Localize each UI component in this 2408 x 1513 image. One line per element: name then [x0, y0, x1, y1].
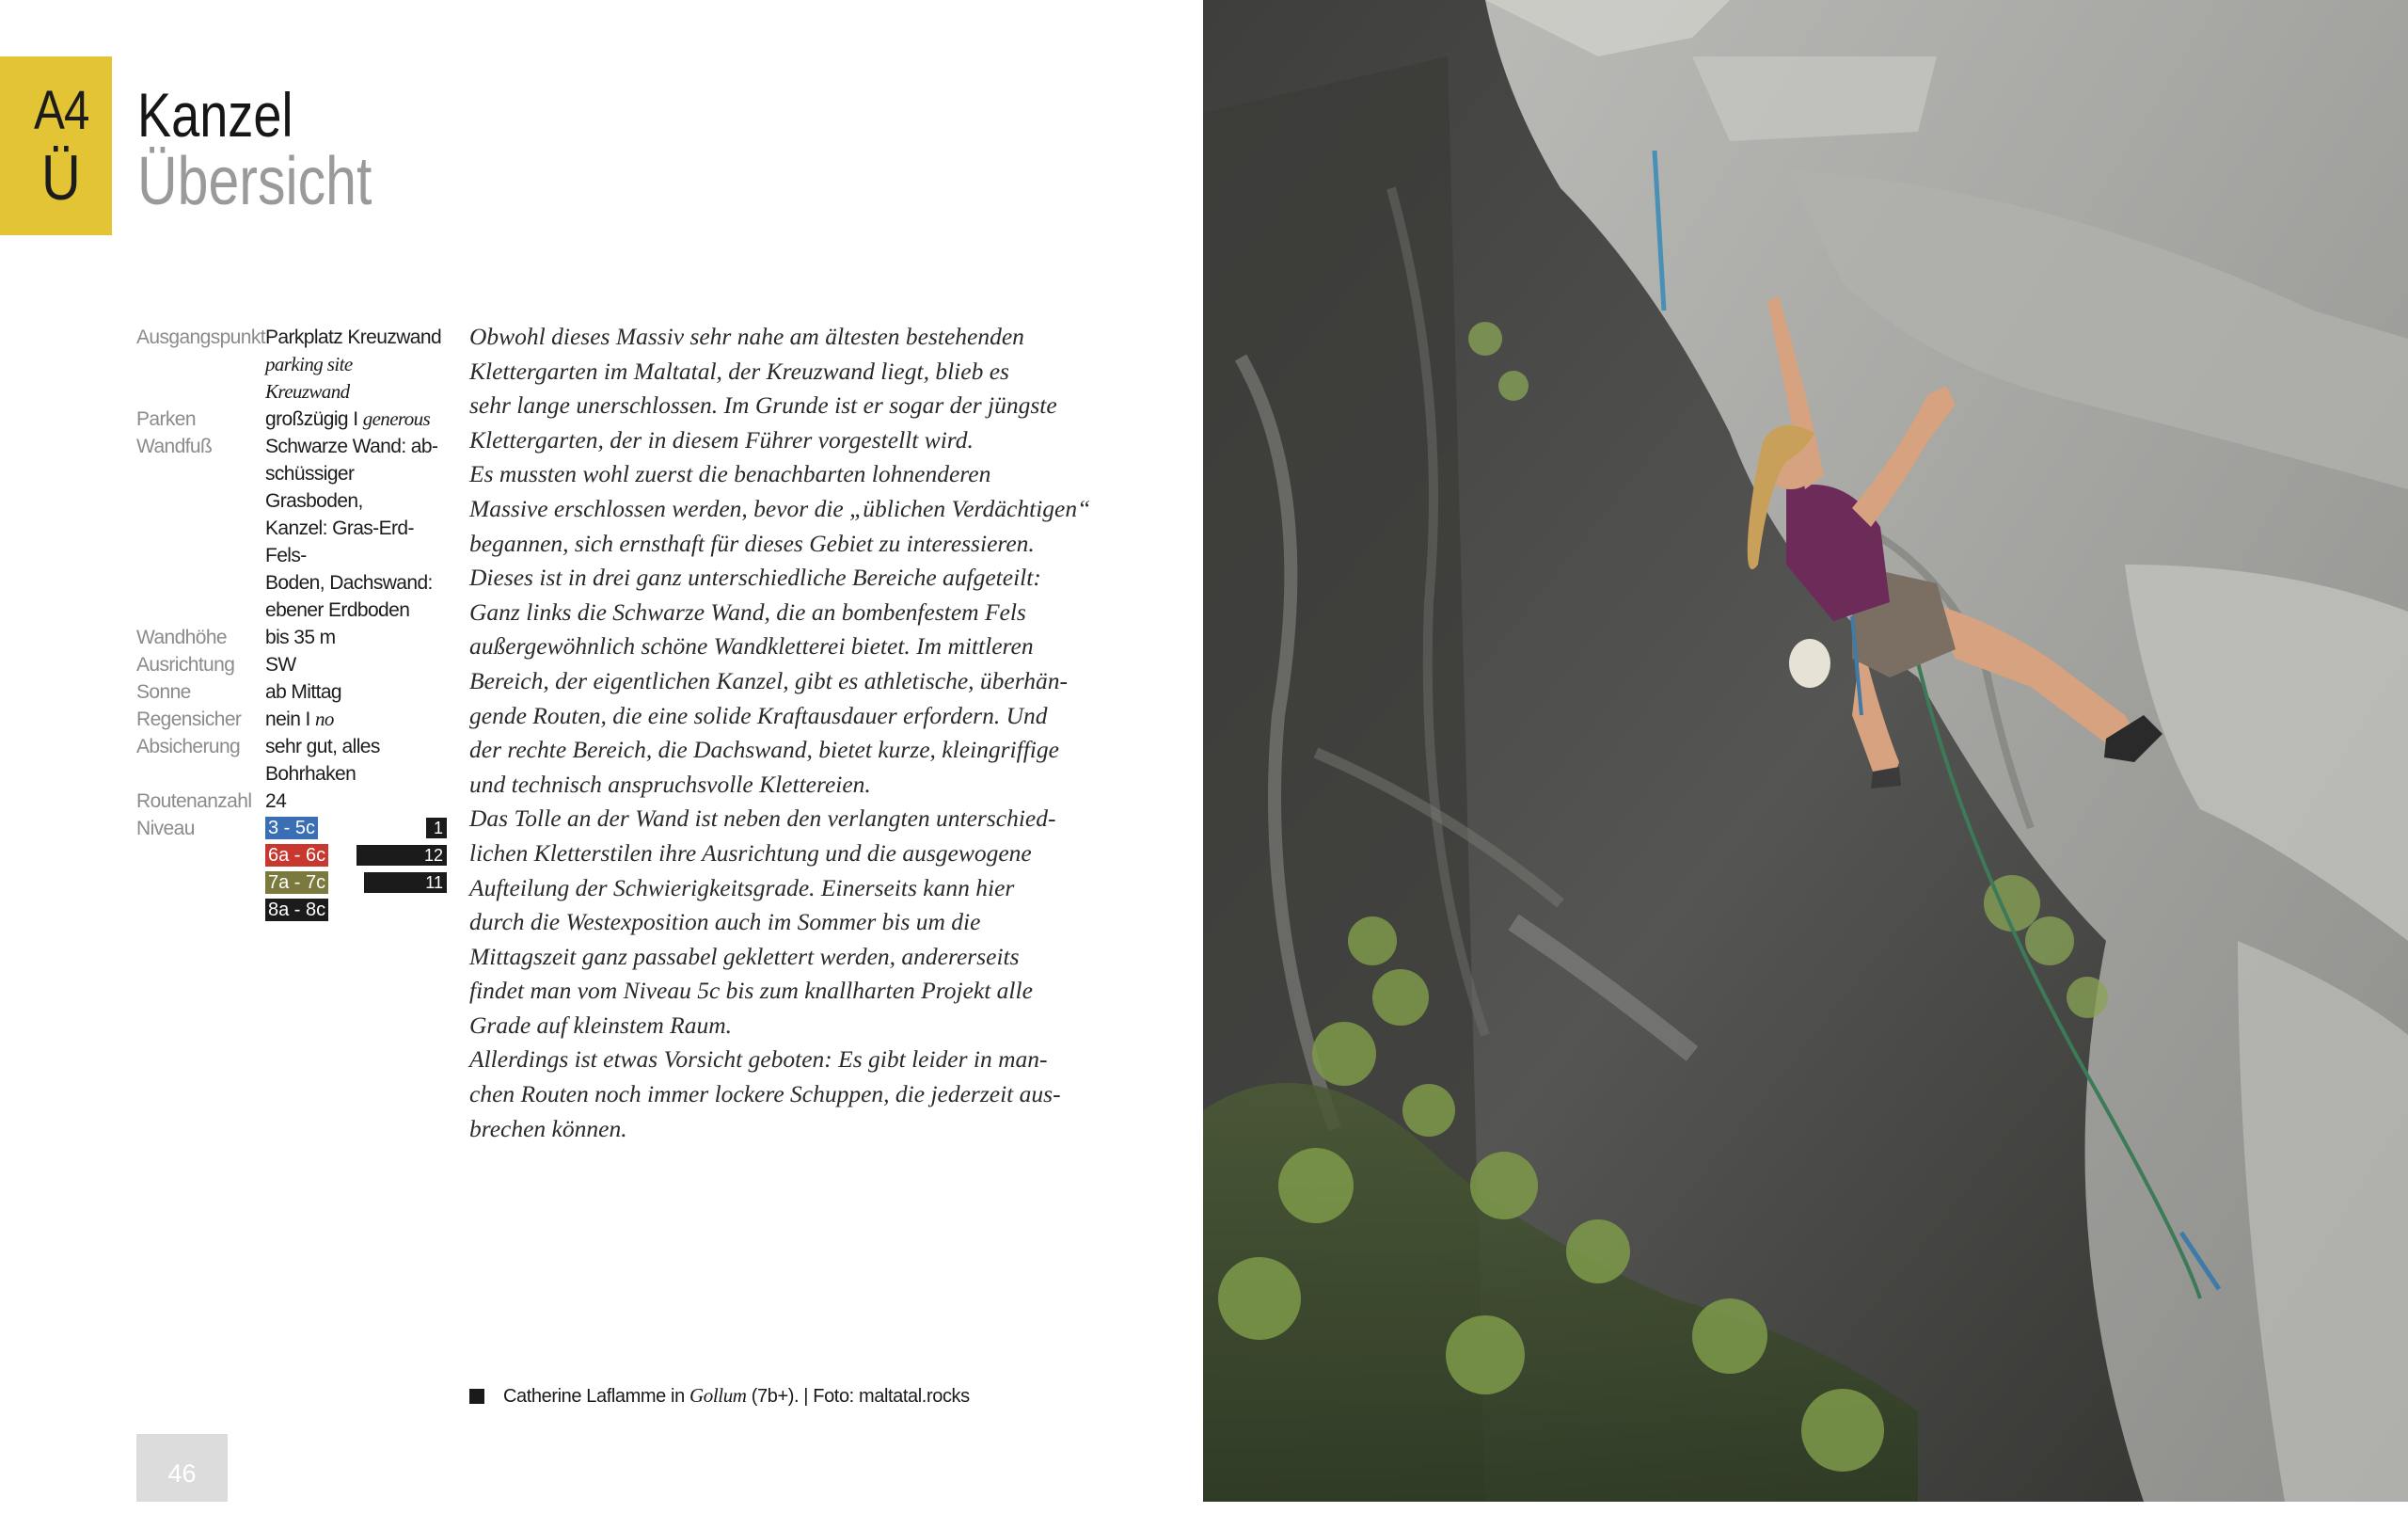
info-value-german: nein I [265, 709, 316, 730]
page-title: Kanzel [137, 80, 293, 150]
info-value [265, 406, 447, 433]
grade-count-bar: 11 [364, 872, 447, 893]
info-row-routenanzahl [136, 788, 447, 815]
grade-range-badge: 6a - 6c [265, 844, 328, 867]
body-line: brechen können. [469, 1114, 627, 1142]
info-value-line: Parkplatz Kreuzwand [265, 326, 442, 348]
info-value: ab Mittag [265, 681, 341, 703]
chapter-tab [0, 56, 112, 235]
info-label: Regensicher [136, 709, 242, 730]
body-line: Bereich, der eigentlichen Kanzel, gibt es athletische, überhän- [469, 666, 1068, 694]
body-line: Obwohl dieses Massiv sehr nahe am ältesten bestehenden [469, 323, 1024, 350]
info-value-line: Schwarze Wand: ab- [265, 436, 438, 457]
info-value-english: no [315, 708, 334, 730]
body-line: durch die Westexposition auch im Sommer bis um die [469, 908, 981, 936]
grade-range-badge: 8a - 8c [265, 899, 328, 921]
caption-suffix: (7b+). | Foto: maltatal.rocks [746, 1386, 970, 1407]
body-line: Massive erschlossen werden, bevor die „üblichen Verdächtigen“ [469, 494, 1091, 522]
grade-row [136, 815, 447, 842]
body-line: Klettergarten im Maltatal, der Kreuzwand liegt, blieb es [469, 357, 1009, 385]
grade-range-badge: 7a - 7c [265, 871, 328, 894]
info-label: Wandfuß [136, 436, 213, 457]
info-value-english: generous [362, 407, 431, 430]
grade-distribution [136, 815, 447, 924]
info-value-line: Boden, Dachswand: [265, 572, 433, 594]
body-line: Grade auf kleinstem Raum. [469, 1011, 733, 1039]
page-number: 46 [136, 1434, 228, 1502]
info-value: SW [265, 654, 296, 676]
climbing-photo [1203, 0, 2408, 1502]
info-value-line: Bohrhaken [265, 763, 356, 785]
info-row-regensicher [136, 706, 447, 733]
body-line: lichen Kletterstilen ihre Ausrichtung und die ausgewogene [469, 838, 1032, 867]
description-text [469, 320, 1109, 1146]
grade-count-bar: 1 [426, 818, 447, 838]
body-line: der rechte Bereich, die Dachswand, bietet kurze, kleingriffige [469, 736, 1059, 764]
crag-info-table [136, 324, 447, 924]
info-value-german: großzügig I [265, 408, 363, 430]
caption-route-name: Gollum [689, 1384, 747, 1407]
body-line: Es mussten wohl zuerst die benachbarten lohnenderen [469, 460, 991, 488]
body-line: Das Tolle an der Wand ist neben den verlangten unterschied- [469, 804, 1056, 833]
info-label: Absicherung [136, 736, 241, 757]
body-line: sehr lange unerschlossen. Im Grunde ist er sogar der jüngste [469, 391, 1057, 420]
info-label: Niveau [136, 818, 195, 839]
grade-row [136, 869, 447, 897]
body-line: chen Routen noch immer lockere Schuppen, die jederzeit aus- [469, 1080, 1061, 1108]
body-line: Klettergarten, der in diesem Führer vorgestellt wird. [469, 425, 974, 454]
grade-range-badge: 3 - 5c [265, 817, 318, 839]
body-line: Aufteilung der Schwierigkeitsgrade. Einerseits kann hier [469, 873, 1015, 901]
body-line: Mittagszeit ganz passabel geklettert werden, andererseits [469, 942, 1020, 970]
info-value-english: parking site [265, 353, 353, 375]
body-line: Ganz links die Schwarze Wand, die an bombenfestem Fels [469, 597, 1026, 626]
info-label: Ausrichtung [136, 654, 235, 676]
body-line: gende Routen, die eine solide Kraftausdauer erfordern. Und [469, 701, 1048, 729]
info-value-line: sehr gut, alles [265, 736, 380, 757]
info-row-ausrichtung [136, 651, 447, 678]
grade-count-bar: 12 [356, 845, 448, 866]
info-row-sonne [136, 678, 447, 706]
body-line: Allerdings ist etwas Vorsicht geboten: Es gibt leider in man- [469, 1045, 1048, 1074]
info-value-line: ebener Erdboden [265, 599, 410, 621]
caption-prefix: Catherine Laflamme in [503, 1386, 689, 1407]
info-label: Wandhöhe [136, 627, 227, 648]
photo-caption [469, 1383, 970, 1409]
body-line: außergewöhnlich schöne Wandkletterei bietet. Im mittleren [469, 632, 1034, 661]
info-row-wandfuss [136, 433, 447, 624]
info-label: Routenanzahl [136, 790, 252, 812]
body-line: begannen, sich ernsthaft für dieses Gebiet zu interessieren. [469, 529, 1035, 557]
info-value [265, 706, 447, 733]
info-value [265, 433, 447, 624]
chapter-abbreviation: Ü [41, 142, 81, 214]
info-value-line: Kanzel: Gras-Erd-Fels- [265, 518, 414, 566]
info-value [265, 324, 447, 406]
info-value: 24 [265, 790, 287, 812]
caption-marker-icon [469, 1389, 484, 1404]
body-line: und technisch anspruchsvolle Klettereien. [469, 770, 871, 798]
info-row-parken [136, 406, 447, 433]
body-line: findet man vom Niveau 5c bis zum knallharten Projekt alle [469, 977, 1033, 1005]
info-label: Parken [136, 408, 196, 430]
grade-row [136, 897, 447, 924]
grade-row [136, 842, 447, 869]
left-page [0, 0, 1203, 1502]
info-row-wandhoehe [136, 624, 447, 651]
chapter-code: A4 [34, 80, 89, 141]
info-value-line: schüssiger Grasboden, [265, 463, 363, 512]
info-value-english: Kreuzwand [265, 380, 350, 403]
caption-text [503, 1383, 970, 1409]
page-subtitle: Übersicht [137, 144, 372, 219]
info-row-absicherung [136, 733, 447, 788]
info-row-ausgangspunkt [136, 324, 447, 406]
info-value: bis 35 m [265, 627, 336, 648]
info-label: Ausgangspunkt [136, 326, 265, 348]
body-line: Dieses ist in drei ganz unterschiedliche Bereiche aufgeteilt: [469, 564, 1041, 592]
info-value [265, 733, 447, 788]
climbing-photo-illustration [1203, 0, 2408, 1502]
info-label: Sonne [136, 681, 191, 703]
